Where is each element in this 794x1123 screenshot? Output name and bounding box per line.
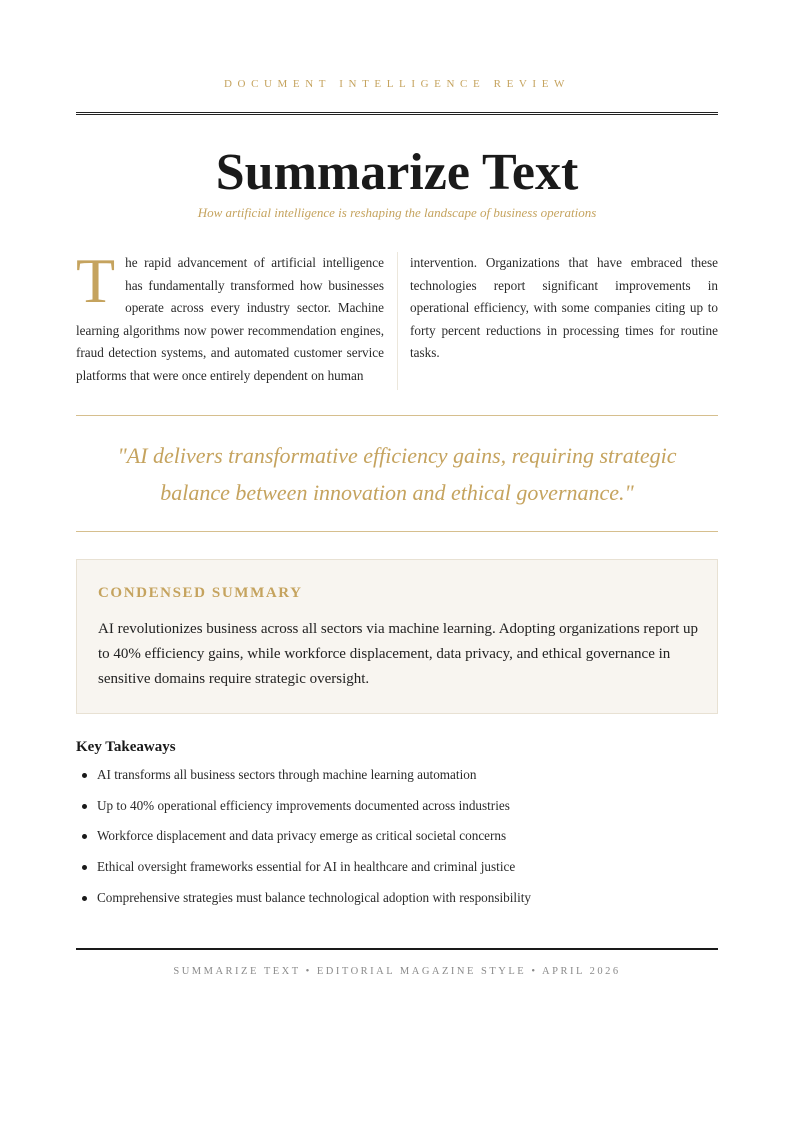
key-takeaways-heading: Key Takeaways xyxy=(76,739,176,755)
drop-cap: T xyxy=(76,245,116,316)
header-double-rule xyxy=(76,112,718,115)
list-item-text: Up to 40% operational efficiency improvements documented across industries xyxy=(97,797,510,813)
page-title: Summarize Text xyxy=(215,144,579,201)
list-item-text: AI transforms all business sectors through machine learning automation xyxy=(97,767,477,782)
footer-rule xyxy=(76,948,718,950)
quote-top-rule xyxy=(76,415,718,416)
bullet-icon xyxy=(82,804,87,809)
bullet-icon xyxy=(82,865,87,870)
list-item xyxy=(76,858,718,889)
key-takeaways-list xyxy=(76,766,718,919)
article-column-left xyxy=(76,245,384,388)
list-item xyxy=(76,889,718,920)
list-item-text: Comprehensive strategies must balance technological adoption with responsibility xyxy=(97,889,531,905)
quote-bottom-rule xyxy=(76,531,718,532)
pull-quote: "AI delivers transformative efficiency gains, requiring strategic balance between innovation and ethical governance." xyxy=(117,443,677,505)
article-left-text: he rapid advancement of artificial intelligence has fundamentally transformed how businesses operate across every industry sector. Machine learning algorithms now power recommendation engines, fraud detection systems, and automated customer service platforms that were once entirely dependent on human xyxy=(76,255,384,383)
page-subtitle: How artificial intelligence is reshaping the landscape of business operations xyxy=(197,205,597,220)
list-item-text: Workforce displacement and data privacy emerge as critical societal concerns xyxy=(97,828,507,844)
page-footer: SUMMARIZE TEXT • EDITORIAL MAGAZINE STYLE • APRIL 2026 xyxy=(173,966,621,977)
article-columns xyxy=(76,245,718,390)
article-column-right: intervention. Organizations that have embraced these technologies report significant improvements in operational efficiency, with some companies citing up to forty percent reductions in processing times for routine tasks. xyxy=(410,255,718,361)
list-item xyxy=(76,766,718,797)
list-item-text: Ethical oversight frameworks essential for AI in healthcare and criminal justice xyxy=(97,859,516,875)
summary-body: AI revolutionizes business across all sectors via machine learning. Adopting organizations report up to 40% efficiency gains, while workforce displacement, data privacy, and ethical governance in sensitive domains require strategic oversight. xyxy=(98,621,698,687)
bullet-icon xyxy=(82,834,87,839)
condensed-summary-box xyxy=(76,559,718,714)
publication-kicker: DOCUMENT INTELLIGENCE REVIEW xyxy=(223,78,570,90)
bullet-icon xyxy=(82,773,87,778)
summary-heading: CONDENSED SUMMARY xyxy=(98,585,303,601)
bullet-icon xyxy=(82,896,87,901)
column-divider xyxy=(397,252,398,390)
list-item xyxy=(76,797,718,828)
list-item xyxy=(76,827,718,858)
